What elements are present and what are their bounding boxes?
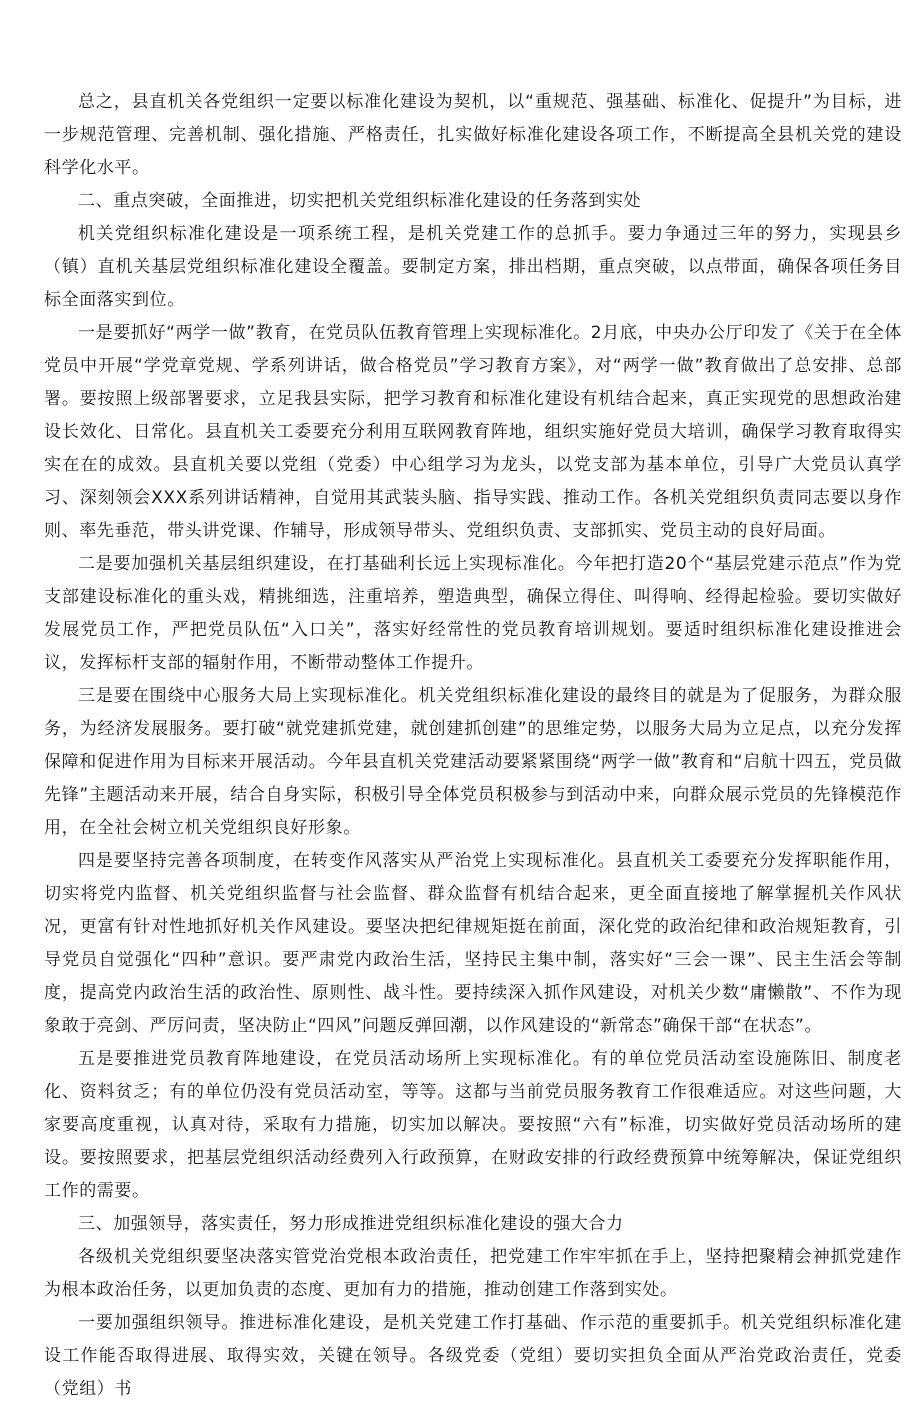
paragraph-point-5: 五是要推进党员教育阵地建设，在党员活动场所上实现标准化。有的单位党员活动室设施陈旧、制度老化、资料贫乏；有的单位仍没有党员活动室，等等。这都与当前党员服务教育工作很难适应。对这些问题，大家要高度重视，认真对待，采取有力措施，切实加以解决。要按照“六有”标准，切实做好党员活动场所的建设。要按照要求，把基层党组织活动经费列入行政预算，在财政安排的行政经费预算中统筹解决，保证党组织工作的需要。 [44, 1049, 902, 1201]
section-heading-2: 二、重点突破，全面推进，切实把机关党组织标准化建设的任务落到实处 [78, 191, 642, 211]
paragraph-summary: 总之，县直机关各党组织一定要以标准化建设为契机，以“重规范、强基础、标准化、促提升”为目标，进一步规范管理、完善机制、强化措施、严格责任，扎实做好标准化建设各项工作，不断提高全县机关党的建设科学化水平。 [44, 92, 902, 178]
paragraph-point-2: 二是要加强机关基层组织建设，在打基础利长远上实现标准化。今年把打造20个“基层党建示范点”作为党支部建设标准化的重头戏，精挑细选，注重培养，塑造典型，确保立得住、叫得响、经得起检验。要切实做好发展党员工作，严把党员队伍“入口关”，落实好经常性的党员教育培训规划。要适时组织标准化建设推进会议，发挥标杆支部的辐射作用，不断带动整体工作提升。 [44, 554, 902, 673]
paragraph-point-3: 三是要在围绕中心服务大局上实现标准化。机关党组织标准化建设的最终目的就是为了促服务，为群众服务，为经济发展服务。要打破“就党建抓党建，就创建抓创建”的思维定势，以服务大局为立足点，以充分发挥保障和促进作用为目标来开展活动。今年县直机关党建活动要紧紧围绕“两学一做”教育和“启航十四五，党员做先锋”主题活动来开展，结合自身实际，积极引导全体党员积极参与到活动中来，向群众展示党员的先锋模范作用，在全社会树立机关党组织良好形象。 [44, 686, 902, 838]
paragraph-responsibility: 各级机关党组织要坚决落实管党治党根本政治责任，把党建工作牢牢抓在手上，坚持把聚精会神抓党建作为根本政治任务，以更加负责的态度、更加有力的措施，推动创建工作落到实处。 [44, 1247, 902, 1300]
paragraph-system-project: 机关党组织标准化建设是一项系统工程，是机关党建工作的总抓手。要力争通过三年的努力，实现县乡（镇）直机关基层党组织标准化建设全覆盖。要制定方案，排出档期，重点突破，以点带面，确保各项任务目标全面落实到位。 [44, 224, 902, 310]
paragraph-leadership: 一要加强组织领导。推进标准化建设，是机关党建工作打基础、作示范的重要抓手。机关党组织标准化建设工作能否取得进展、取得实效，关键在领导。各级党委（党组）要切实担负全面从严治党政治责任，党委（党组）书 [44, 1313, 902, 1399]
paragraph-point-1: 一是要抓好“两学一做”教育，在党员队伍教育管理上实现标准化。2月底，中央办公厅印发了《关于在全体党员中开展“学党章党规、学系列讲话，做合格党员”学习教育方案》，对“两学一做”教育做出了总安排、总部署。要按照上级部署要求，立足我县实际，把学习教育和标准化建设有机结合起来，真正实现党的思想政治建设长效化、日常化。县直机关工委要充分利用互联网教育阵地，组织实施好党员大培训，确保学习教育取得实实在在的成效。县直机关要以党组（党委）中心组学习为龙头，以党支部为基本单位，引导广大党员认真学习、深刻领会XXX系列讲话精神，自觉用其武装头脑、指导实践、推动工作。各机关党组织负责同志要以身作则、率先垂范，带头讲党课、作辅导，形成领导带头、党组织负责、支部抓实、党员主动的良好局面。 [44, 323, 902, 541]
paragraph-point-4: 四是要坚持完善各项制度，在转变作风落实从严治党上实现标准化。县直机关工委要充分发挥职能作用，切实将党内监督、机关党组织监督与社会监督、群众监督有机结合起来，更全面直接地了解掌握机关作风状况，更富有针对性地抓好机关作风建设。要坚决把纪律规矩挺在前面，深化党的政治纪律和政治规矩教育，引导党员自觉强化“四种”意识。要严肃党内政治生活，坚持民主集中制，落实好“三会一课”、民主生活会等制度，提高党内政治生活的政治性、原则性、战斗性。要持续深入抓作风建设，对机关少数“庸懒散”、不作为现象敢于亮剑、严厉问责，坚决防止“四风”问题反弹回潮，以作风建设的“新常态”确保干部“在状态”。 [44, 851, 902, 1036]
document-body [44, 86, 902, 1406]
section-heading-3: 三、加强领导，落实责任，努力形成推进党组织标准化建设的强大合力 [78, 1214, 624, 1234]
